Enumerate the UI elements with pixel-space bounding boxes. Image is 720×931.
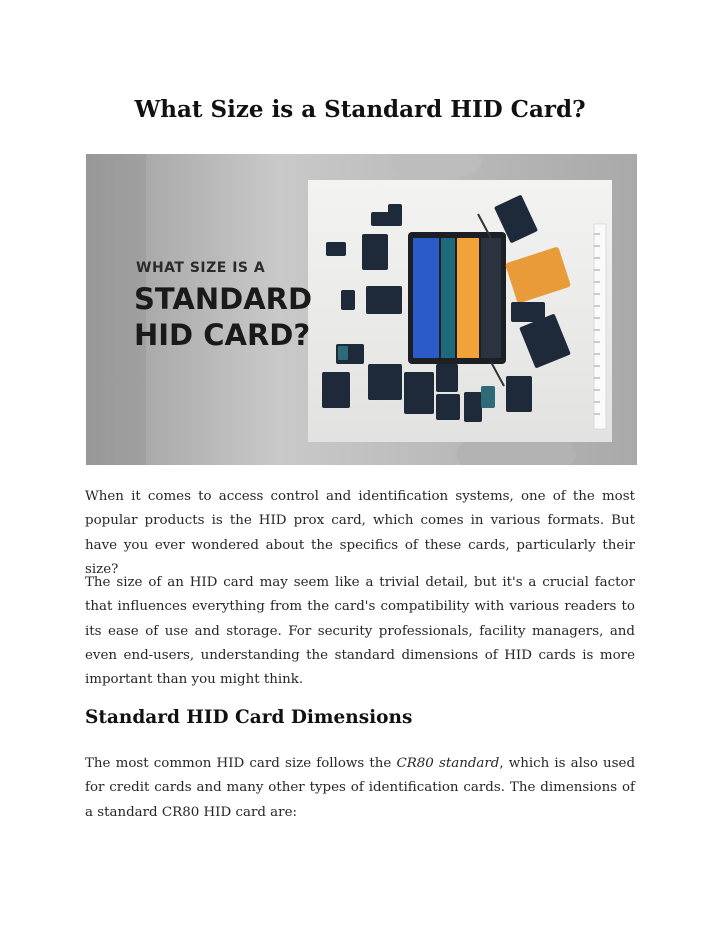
card	[506, 376, 532, 412]
card	[436, 364, 458, 392]
card	[388, 204, 402, 226]
card	[368, 364, 402, 400]
card	[341, 290, 355, 310]
hero-illustration	[86, 154, 637, 465]
blue-card	[413, 238, 439, 358]
card	[322, 372, 350, 408]
teal-card	[441, 238, 455, 358]
orange-card	[457, 238, 479, 358]
card	[464, 392, 482, 422]
page-title: What Size is a Standard HID Card?	[134, 96, 586, 123]
cr80-text-after: , which is also used for credit cards and many other types of identification cards. The dimensions of a standard CR80 HID card are:	[85, 756, 636, 820]
card	[436, 394, 460, 420]
card	[404, 372, 434, 414]
cr80-text-before: The most common HID card size follows the	[85, 756, 397, 771]
size-importance-paragraph: The size of an HID card may seem like a trivial detail, but it's a crucial factor that influences everything from the card's compatibility with various readers to its ease of use and storage. For security professionals, facility managers, and even end-users, understanding the standard dimensions of HID cards is more important than you might think.	[85, 575, 635, 688]
card	[326, 242, 346, 256]
hero-overlay-line3: HID CARD?	[134, 318, 311, 352]
card	[511, 302, 545, 322]
cr80-paragraph	[85, 752, 635, 825]
card	[338, 346, 348, 360]
dark-card	[481, 238, 501, 358]
ruler	[594, 224, 606, 429]
card	[481, 386, 495, 408]
section-heading: Standard HID Card Dimensions	[85, 707, 413, 728]
cr80-standard-term: CR80 standard	[396, 756, 500, 771]
hero-overlay-line1: WHAT SIZE IS A	[136, 260, 266, 276]
hero-overlay-line2: STANDARD	[134, 282, 313, 316]
hero-image	[86, 154, 637, 465]
card	[366, 286, 402, 314]
card	[362, 234, 388, 270]
intro-paragraph: When it comes to access control and identification systems, one of the most popular products is the HID prox card, which comes in various formats. But have you ever wondered about the specifics of these cards, particularly their size?	[85, 489, 635, 577]
